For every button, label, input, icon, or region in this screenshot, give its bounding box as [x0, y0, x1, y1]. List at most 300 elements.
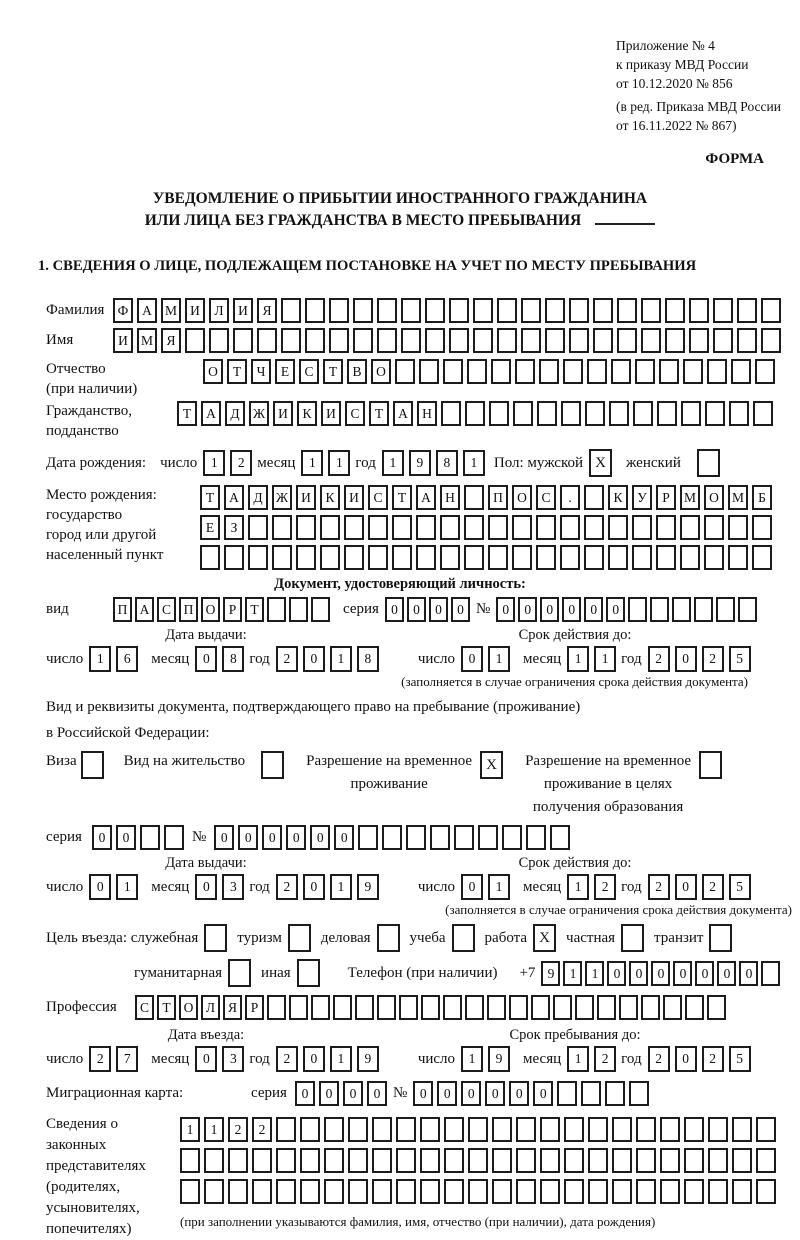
char-cell[interactable]: К — [608, 485, 628, 510]
char-cell[interactable] — [492, 1117, 512, 1142]
char-cell[interactable] — [641, 328, 661, 353]
char-cell[interactable]: 0 — [195, 874, 217, 900]
char-cell[interactable] — [464, 515, 484, 540]
char-cell[interactable] — [420, 1117, 440, 1142]
char-cell[interactable]: 8 — [222, 646, 244, 672]
char-cell[interactable] — [209, 328, 229, 353]
sex-female-checkbox[interactable] — [697, 449, 720, 477]
char-cell[interactable] — [569, 328, 589, 353]
char-cell[interactable] — [545, 298, 565, 323]
char-cell[interactable]: 0 — [717, 961, 736, 986]
char-cell[interactable] — [289, 597, 308, 622]
char-cell[interactable] — [329, 328, 349, 353]
char-cell[interactable] — [180, 1179, 200, 1204]
char-cell[interactable] — [619, 995, 638, 1020]
char-cell[interactable] — [449, 298, 469, 323]
char-cell[interactable] — [465, 995, 484, 1020]
char-cell[interactable] — [425, 328, 445, 353]
char-cell[interactable]: 1 — [328, 450, 350, 476]
char-cell[interactable] — [563, 359, 583, 384]
char-cell[interactable]: Т — [392, 485, 412, 510]
char-cell[interactable]: 9 — [357, 874, 379, 900]
char-cell[interactable]: 8 — [357, 646, 379, 672]
char-cell[interactable]: 0 — [533, 1081, 553, 1106]
char-cell[interactable] — [704, 545, 724, 570]
char-cell[interactable] — [540, 1117, 560, 1142]
char-cell[interactable] — [478, 825, 498, 850]
char-cell[interactable] — [738, 597, 757, 622]
char-cell[interactable]: 0 — [429, 597, 448, 622]
char-cell[interactable] — [516, 1179, 536, 1204]
char-cell[interactable] — [513, 401, 533, 426]
char-cell[interactable] — [632, 515, 652, 540]
char-cell[interactable] — [608, 515, 628, 540]
char-cell[interactable] — [756, 1117, 776, 1142]
char-cell[interactable] — [276, 1179, 296, 1204]
char-cell[interactable] — [502, 825, 522, 850]
char-cell[interactable] — [641, 995, 660, 1020]
char-cell[interactable] — [536, 545, 556, 570]
char-cell[interactable] — [276, 1148, 296, 1173]
char-cell[interactable] — [252, 1148, 272, 1173]
char-cell[interactable] — [164, 825, 184, 850]
char-cell[interactable]: И — [233, 298, 253, 323]
char-cell[interactable] — [708, 1117, 728, 1142]
char-cell[interactable]: 1 — [488, 646, 510, 672]
char-cell[interactable] — [694, 597, 713, 622]
char-cell[interactable] — [636, 1117, 656, 1142]
char-cell[interactable]: 0 — [461, 874, 483, 900]
char-cell[interactable] — [561, 401, 581, 426]
char-cell[interactable] — [443, 359, 463, 384]
char-cell[interactable] — [368, 545, 388, 570]
char-cell[interactable] — [550, 825, 570, 850]
char-cell[interactable]: 0 — [407, 597, 426, 622]
char-cell[interactable]: 0 — [303, 646, 325, 672]
char-cell[interactable]: 2 — [276, 874, 298, 900]
char-cell[interactable] — [605, 1081, 625, 1106]
char-cell[interactable] — [512, 515, 532, 540]
char-cell[interactable]: 1 — [330, 874, 352, 900]
char-cell[interactable] — [444, 1148, 464, 1173]
char-cell[interactable] — [276, 1117, 296, 1142]
char-cell[interactable] — [685, 995, 704, 1020]
char-cell[interactable] — [272, 515, 292, 540]
char-cell[interactable]: 0 — [303, 1046, 325, 1072]
char-cell[interactable]: 1 — [203, 450, 225, 476]
char-cell[interactable]: 1 — [382, 450, 404, 476]
char-cell[interactable] — [737, 328, 757, 353]
char-cell[interactable] — [395, 359, 415, 384]
char-cell[interactable] — [440, 545, 460, 570]
char-cell[interactable] — [659, 359, 679, 384]
char-cell[interactable] — [761, 298, 781, 323]
tourism-checkbox[interactable] — [288, 924, 311, 952]
char-cell[interactable]: П — [179, 597, 198, 622]
char-cell[interactable] — [372, 1117, 392, 1142]
char-cell[interactable]: О — [512, 485, 532, 510]
private-checkbox[interactable] — [621, 924, 644, 952]
char-cell[interactable] — [248, 515, 268, 540]
char-cell[interactable] — [348, 1148, 368, 1173]
char-cell[interactable] — [728, 515, 748, 540]
char-cell[interactable] — [372, 1179, 392, 1204]
char-cell[interactable]: 0 — [343, 1081, 363, 1106]
char-cell[interactable] — [355, 995, 374, 1020]
char-cell[interactable] — [224, 545, 244, 570]
char-cell[interactable] — [368, 515, 388, 540]
char-cell[interactable] — [537, 401, 557, 426]
char-cell[interactable]: 0 — [116, 825, 136, 850]
char-cell[interactable]: О — [179, 995, 198, 1020]
char-cell[interactable] — [569, 298, 589, 323]
char-cell[interactable]: В — [347, 359, 367, 384]
char-cell[interactable] — [588, 1148, 608, 1173]
char-cell[interactable]: 1 — [180, 1117, 200, 1142]
char-cell[interactable] — [684, 1179, 704, 1204]
study-checkbox[interactable] — [452, 924, 475, 952]
char-cell[interactable] — [377, 328, 397, 353]
char-cell[interactable] — [713, 298, 733, 323]
char-cell[interactable]: 2 — [648, 646, 670, 672]
char-cell[interactable] — [521, 328, 541, 353]
char-cell[interactable] — [689, 328, 709, 353]
char-cell[interactable] — [612, 1117, 632, 1142]
char-cell[interactable]: 2 — [648, 1046, 670, 1072]
char-cell[interactable]: И — [344, 485, 364, 510]
char-cell[interactable] — [704, 515, 724, 540]
char-cell[interactable]: Ф — [113, 298, 133, 323]
char-cell[interactable]: 0 — [629, 961, 648, 986]
char-cell[interactable] — [320, 545, 340, 570]
char-cell[interactable] — [737, 298, 757, 323]
char-cell[interactable]: 2 — [230, 450, 252, 476]
char-cell[interactable]: 0 — [739, 961, 758, 986]
char-cell[interactable] — [650, 597, 669, 622]
char-cell[interactable] — [444, 1117, 464, 1142]
char-cell[interactable] — [401, 328, 421, 353]
char-cell[interactable]: 0 — [310, 825, 330, 850]
char-cell[interactable] — [324, 1117, 344, 1142]
char-cell[interactable]: С — [368, 485, 388, 510]
char-cell[interactable]: 8 — [436, 450, 458, 476]
char-cell[interactable]: 0 — [367, 1081, 387, 1106]
char-cell[interactable] — [492, 1179, 512, 1204]
char-cell[interactable] — [665, 298, 685, 323]
char-cell[interactable]: 5 — [729, 646, 751, 672]
char-cell[interactable] — [289, 995, 308, 1020]
char-cell[interactable] — [581, 1081, 601, 1106]
char-cell[interactable]: 0 — [584, 597, 603, 622]
char-cell[interactable] — [663, 995, 682, 1020]
char-cell[interactable]: 0 — [319, 1081, 339, 1106]
char-cell[interactable]: 1 — [567, 874, 589, 900]
char-cell[interactable]: 0 — [675, 1046, 697, 1072]
char-cell[interactable] — [707, 359, 727, 384]
char-cell[interactable] — [540, 1179, 560, 1204]
char-cell[interactable]: 0 — [461, 646, 483, 672]
char-cell[interactable] — [560, 545, 580, 570]
char-cell[interactable] — [248, 545, 268, 570]
char-cell[interactable]: 0 — [214, 825, 234, 850]
char-cell[interactable]: 2 — [702, 1046, 724, 1072]
other-purpose-checkbox[interactable] — [297, 959, 320, 987]
char-cell[interactable]: О — [704, 485, 724, 510]
char-cell[interactable]: 6 — [116, 646, 138, 672]
char-cell[interactable] — [609, 401, 629, 426]
char-cell[interactable] — [468, 1179, 488, 1204]
char-cell[interactable] — [358, 825, 378, 850]
char-cell[interactable]: 0 — [606, 597, 625, 622]
char-cell[interactable] — [761, 961, 780, 986]
char-cell[interactable] — [382, 825, 402, 850]
char-cell[interactable]: 2 — [594, 1046, 616, 1072]
char-cell[interactable] — [753, 401, 773, 426]
char-cell[interactable]: 1 — [461, 1046, 483, 1072]
char-cell[interactable] — [399, 995, 418, 1020]
temp-permit-checkbox[interactable]: X — [480, 751, 503, 779]
char-cell[interactable] — [464, 485, 484, 510]
char-cell[interactable] — [732, 1148, 752, 1173]
char-cell[interactable] — [497, 298, 517, 323]
char-cell[interactable]: 2 — [702, 646, 724, 672]
char-cell[interactable]: Р — [245, 995, 264, 1020]
char-cell[interactable]: 1 — [567, 646, 589, 672]
char-cell[interactable] — [204, 1148, 224, 1173]
char-cell[interactable] — [539, 359, 559, 384]
char-cell[interactable] — [716, 597, 735, 622]
char-cell[interactable]: И — [296, 485, 316, 510]
char-cell[interactable] — [420, 1179, 440, 1204]
char-cell[interactable]: Т — [200, 485, 220, 510]
char-cell[interactable]: 2 — [89, 1046, 111, 1072]
char-cell[interactable] — [588, 1117, 608, 1142]
char-cell[interactable] — [329, 298, 349, 323]
char-cell[interactable] — [526, 825, 546, 850]
char-cell[interactable]: 0 — [238, 825, 258, 850]
char-cell[interactable] — [228, 1148, 248, 1173]
char-cell[interactable] — [656, 515, 676, 540]
char-cell[interactable] — [353, 298, 373, 323]
char-cell[interactable]: П — [113, 597, 132, 622]
char-cell[interactable]: 0 — [562, 597, 581, 622]
char-cell[interactable]: 0 — [295, 1081, 315, 1106]
char-cell[interactable] — [257, 328, 277, 353]
char-cell[interactable] — [732, 1179, 752, 1204]
char-cell[interactable] — [728, 545, 748, 570]
char-cell[interactable] — [441, 401, 461, 426]
char-cell[interactable] — [497, 328, 517, 353]
char-cell[interactable]: 0 — [89, 874, 111, 900]
char-cell[interactable] — [305, 298, 325, 323]
char-cell[interactable] — [473, 298, 493, 323]
char-cell[interactable]: 2 — [276, 646, 298, 672]
char-cell[interactable]: Д — [225, 401, 245, 426]
char-cell[interactable] — [597, 995, 616, 1020]
char-cell[interactable]: С — [536, 485, 556, 510]
char-cell[interactable]: 1 — [89, 646, 111, 672]
char-cell[interactable] — [440, 515, 460, 540]
char-cell[interactable] — [752, 545, 772, 570]
char-cell[interactable] — [421, 995, 440, 1020]
char-cell[interactable] — [521, 298, 541, 323]
char-cell[interactable]: 1 — [204, 1117, 224, 1142]
char-cell[interactable] — [681, 401, 701, 426]
char-cell[interactable]: 3 — [222, 874, 244, 900]
char-cell[interactable]: 2 — [252, 1117, 272, 1142]
char-cell[interactable] — [635, 359, 655, 384]
char-cell[interactable]: 0 — [496, 597, 515, 622]
char-cell[interactable]: З — [224, 515, 244, 540]
char-cell[interactable] — [755, 359, 775, 384]
char-cell[interactable] — [320, 515, 340, 540]
char-cell[interactable]: Я — [161, 328, 181, 353]
char-cell[interactable]: Я — [257, 298, 277, 323]
char-cell[interactable] — [406, 825, 426, 850]
char-cell[interactable] — [272, 545, 292, 570]
char-cell[interactable]: 0 — [385, 597, 404, 622]
char-cell[interactable]: 2 — [702, 874, 724, 900]
purpose-official-checkbox[interactable] — [204, 924, 227, 952]
char-cell[interactable]: А — [201, 401, 221, 426]
char-cell[interactable] — [632, 545, 652, 570]
char-cell[interactable] — [488, 515, 508, 540]
char-cell[interactable] — [396, 1117, 416, 1142]
char-cell[interactable] — [553, 995, 572, 1020]
char-cell[interactable] — [680, 515, 700, 540]
char-cell[interactable] — [468, 1117, 488, 1142]
char-cell[interactable] — [629, 1081, 649, 1106]
char-cell[interactable]: 7 — [116, 1046, 138, 1072]
char-cell[interactable] — [672, 597, 691, 622]
char-cell[interactable]: 1 — [116, 874, 138, 900]
char-cell[interactable]: К — [320, 485, 340, 510]
char-cell[interactable] — [430, 825, 450, 850]
char-cell[interactable] — [683, 359, 703, 384]
char-cell[interactable]: 0 — [518, 597, 537, 622]
char-cell[interactable] — [516, 1117, 536, 1142]
char-cell[interactable] — [761, 328, 781, 353]
char-cell[interactable] — [588, 1179, 608, 1204]
char-cell[interactable] — [752, 515, 772, 540]
char-cell[interactable] — [419, 359, 439, 384]
char-cell[interactable]: 0 — [607, 961, 626, 986]
char-cell[interactable]: 0 — [303, 874, 325, 900]
char-cell[interactable] — [540, 1148, 560, 1173]
char-cell[interactable] — [585, 401, 605, 426]
char-cell[interactable]: 0 — [286, 825, 306, 850]
char-cell[interactable] — [557, 1081, 577, 1106]
char-cell[interactable]: Б — [752, 485, 772, 510]
char-cell[interactable] — [617, 298, 637, 323]
char-cell[interactable] — [708, 1148, 728, 1173]
char-cell[interactable]: 1 — [567, 1046, 589, 1072]
char-cell[interactable] — [416, 545, 436, 570]
char-cell[interactable]: П — [488, 485, 508, 510]
char-cell[interactable] — [444, 1179, 464, 1204]
char-cell[interactable] — [636, 1179, 656, 1204]
transit-checkbox[interactable] — [709, 924, 732, 952]
char-cell[interactable]: Т — [177, 401, 197, 426]
char-cell[interactable]: 9 — [488, 1046, 510, 1072]
char-cell[interactable] — [468, 1148, 488, 1173]
char-cell[interactable]: О — [203, 359, 223, 384]
char-cell[interactable] — [392, 545, 412, 570]
char-cell[interactable]: И — [273, 401, 293, 426]
char-cell[interactable] — [660, 1179, 680, 1204]
char-cell[interactable]: . — [560, 485, 580, 510]
char-cell[interactable] — [372, 1148, 392, 1173]
char-cell[interactable] — [396, 1148, 416, 1173]
char-cell[interactable] — [564, 1117, 584, 1142]
char-cell[interactable] — [344, 515, 364, 540]
char-cell[interactable]: Ж — [272, 485, 292, 510]
char-cell[interactable]: 0 — [334, 825, 354, 850]
char-cell[interactable]: Н — [440, 485, 460, 510]
char-cell[interactable]: 0 — [675, 874, 697, 900]
char-cell[interactable]: Т — [323, 359, 343, 384]
char-cell[interactable]: 0 — [92, 825, 112, 850]
char-cell[interactable] — [612, 1179, 632, 1204]
char-cell[interactable] — [489, 401, 509, 426]
char-cell[interactable]: Л — [201, 995, 220, 1020]
char-cell[interactable] — [492, 1148, 512, 1173]
char-cell[interactable] — [467, 359, 487, 384]
char-cell[interactable]: Т — [157, 995, 176, 1020]
char-cell[interactable] — [267, 995, 286, 1020]
char-cell[interactable] — [464, 545, 484, 570]
char-cell[interactable] — [660, 1117, 680, 1142]
char-cell[interactable]: С — [345, 401, 365, 426]
char-cell[interactable]: 5 — [729, 1046, 751, 1072]
char-cell[interactable]: И — [113, 328, 133, 353]
char-cell[interactable]: С — [157, 597, 176, 622]
char-cell[interactable] — [281, 298, 301, 323]
char-cell[interactable] — [628, 597, 647, 622]
char-cell[interactable] — [593, 298, 613, 323]
char-cell[interactable] — [756, 1148, 776, 1173]
char-cell[interactable] — [267, 597, 286, 622]
char-cell[interactable]: 0 — [509, 1081, 529, 1106]
char-cell[interactable] — [641, 298, 661, 323]
char-cell[interactable] — [311, 995, 330, 1020]
char-cell[interactable] — [420, 1148, 440, 1173]
char-cell[interactable] — [140, 825, 160, 850]
char-cell[interactable]: 1 — [330, 646, 352, 672]
char-cell[interactable]: О — [201, 597, 220, 622]
char-cell[interactable] — [545, 328, 565, 353]
char-cell[interactable]: 2 — [276, 1046, 298, 1072]
char-cell[interactable]: 9 — [541, 961, 560, 986]
char-cell[interactable]: Е — [200, 515, 220, 540]
char-cell[interactable]: 1 — [488, 874, 510, 900]
char-cell[interactable] — [300, 1117, 320, 1142]
char-cell[interactable] — [305, 328, 325, 353]
char-cell[interactable] — [509, 995, 528, 1020]
char-cell[interactable]: И — [321, 401, 341, 426]
sex-male-checkbox[interactable]: X — [589, 449, 612, 477]
char-cell[interactable]: Я — [223, 995, 242, 1020]
char-cell[interactable] — [449, 328, 469, 353]
char-cell[interactable]: Ч — [251, 359, 271, 384]
char-cell[interactable] — [180, 1148, 200, 1173]
char-cell[interactable] — [311, 597, 330, 622]
char-cell[interactable]: У — [632, 485, 652, 510]
char-cell[interactable] — [617, 328, 637, 353]
char-cell[interactable] — [491, 359, 511, 384]
char-cell[interactable]: Н — [417, 401, 437, 426]
char-cell[interactable]: А — [137, 298, 157, 323]
